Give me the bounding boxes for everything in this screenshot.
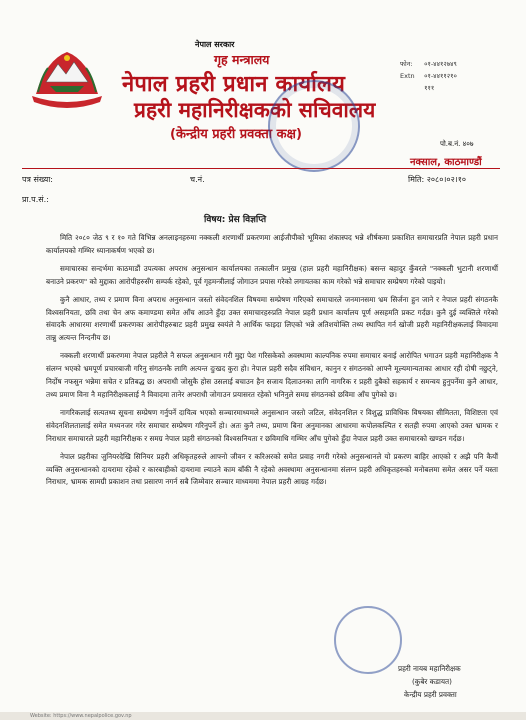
signature-seal-stamp <box>334 606 402 674</box>
office-seal-stamp <box>268 80 360 172</box>
office-name-line2: प्रहरी महानिरीक्षकको सचिवालय <box>134 98 376 122</box>
phone-row <box>400 58 457 70</box>
extn-row-2 <box>400 82 457 94</box>
letter-body <box>46 232 498 494</box>
letter-number-label: पत्र संख्या: <box>22 175 53 184</box>
extn-label: Extn <box>400 72 415 80</box>
ministry-name: गृह मन्त्रालय <box>214 52 270 67</box>
chalani-number-label: च.नं. <box>190 175 205 184</box>
letter-subject: विषय: प्रेस विज्ञप्ति <box>204 215 267 225</box>
body-paragraph: कुनै आधार, तथ्य र प्रमाण विना अपराध अनुसन्धान जस्तो संवेदनशिल विषयमा सम्प्रेषण गरिएको समाचारले जनमानसमा भ्रम सिर्जना हुन जाने र नेपाल प्रहरी संगठनकै विश्वसनियता, छवि तथा चेन अफ कमाण्डमा समेत आँच आउने हुँदा उक्त समाचारहरुप्रति नेपाल प्रहरी प्रधान कार्यालय पूर्ण असहमति प्रकट गर्दछ। कुनै दुई व्यक्तिले गरेको संवादकै आधारमा शरणार्थी प्रकरणका आरोपीहरुबाट प्रहरी प्रमुख स्वयंले नै आर्थिक फाइदा लिएको भन्ने अतिशयोक्ति तथ्य स्थापित गर्न खोजी प्रहरी महानिरीक्षकलाई विवादमा तान्नु अत्यन्त निन्दनीय छ। <box>46 294 498 343</box>
contact-block <box>400 58 457 94</box>
signatory-title: केन्द्रीय प्रहरी प्रवक्ता <box>404 690 457 699</box>
signatory-rank: प्रहरी नायब महानिरीक्षक <box>398 664 461 673</box>
body-paragraph: समाचारका सन्दर्भमा काठमाडौं उपत्यका अपराध अनुसन्धान कार्यालयका तत्कालीन प्रमुख (हाल प्रहरी महानिरीक्षक) बसन्त बहादुर कुँवरले "नक्कली भुटानी शरणार्थी बनाउने प्रकरण" को मुद्दाका आरोपीहरुसँग सम्पर्क रहेको, पूर्व गृहमन्त्रीलाई जोगाउन प्रयास गरेको लगायतका काम गरेको भन्ने समाचार सम्प्रेषण गरेको पाइयो। <box>46 263 498 286</box>
extn-value-2: १११ <box>424 84 435 92</box>
unit-name: (केन्द्रीय प्रहरी प्रवक्ता कक्ष) <box>170 127 302 142</box>
government-name: नेपाल सरकार <box>195 40 235 49</box>
extn-row <box>400 70 457 82</box>
date-label: मिति: <box>408 175 425 184</box>
extn-value-1: ०१-४४११२१० <box>424 72 457 80</box>
body-paragraph: नेपाल प्रहरीका जुनियरदेखि सिनियर प्रहरी अधिकृतहरुले आफ्नो जीवन र करिअरको समेत प्रवाह नगरी गरेको अनुसन्धानले यो प्रकरण बाहिर आएको र अझै पनि कैयौं व्यक्ति अनुसन्धानको दायरामा रहेको र कारबाहीको दायरामा ल्याउने काम बाँकी नै रहेको अवस्थामा अनुसन्धानमा संलग्न प्रहरी अधिकृतहरुको मनोबलमा समेत असर पर्ने यस्ता निराधार, भ्रामक सामग्री प्रकाशन तथा प्रसारण नगर्न सबै जिम्मेवार सञ्चार माध्यममा नेपाल प्रहरी आग्रह गर्दछ। <box>46 451 498 487</box>
signatory-name: (कुबेर कडायत) <box>412 677 452 686</box>
file-number-label: प्रा.प.सं.: <box>22 195 49 204</box>
page-footer: Website: https://www.nepalpolice.gov.np <box>0 712 526 720</box>
po-box: पो.ब.नं. ४०७ <box>440 140 474 148</box>
date-field <box>408 174 466 185</box>
phone-label: फोन: <box>400 60 413 68</box>
date-value: २०८०।०२।१० <box>426 175 467 184</box>
body-paragraph: मिति २०८० जेठ ९ र १० गते विभिन्न अनलाइनहरुमा नक्कली शरणार्थी प्रकरणमा आईजीपीको भूमिका शंकास्पद भन्ने शीर्षकमा प्रकाशित समाचारप्रति नेपाल प्रहरी प्रधान कार्यालयको गम्भिर ध्यानाकर्षण भएको छ। <box>46 233 498 255</box>
header-divider <box>22 168 500 169</box>
body-paragraph: नागरिकलाई सत्यतथ्य सूचना सम्प्रेषण गर्नुपर्ने दायित्व भएको सञ्चारमाध्यमले अनुसन्धान जस्तो जटिल, संवेदनशिल र विशुद्ध प्राविधिक विषयका सीमितता, विशिष्टता एवं संवेदनशिलतालाई समेत मध्यनजर गरेर समाचार सम्प्रेषण गरिनुपर्ने हो। अतः कुनै तथ्य, प्रमाण बिना अनुमानका आधारमा कपोलकल्पित र सतही रुपमा आएको उक्त भ्रामक र निराधार समाचारले प्रहरी महानिरीक्षक र समग्र नेपाल प्रहरी संगठनको विश्वसनियता र छविमाथि गम्भिर आँच पुगेको हुँदा नेपाल प्रहरी उक्त समाचारको खण्डन गर्दछ। <box>46 407 498 443</box>
nepal-emblem-logo <box>28 42 106 114</box>
office-location: नक्साल, काठमाण्डौं <box>410 157 482 168</box>
office-name-line1: नेपाल प्रहरी प्रधान कार्यालय <box>122 72 346 97</box>
body-paragraph: नक्कली शरणार्थी प्रकरणमा नेपाल प्रहरीले नै सफल अनुसन्धान गरी मुद्दा पेश गरिसकेको अवस्थामा काल्पनिक रुपमा समाचार बनाई आरोपित भगाउन प्रहरी महानिरीक्षक नै संलग्न भएको भ्रमपूर्ण प्रचारबाजी गरिनु संगठनकै लागि अत्यन्त दुःखद कुरा हो। नेपाल प्रहरी सदैव संविधान, कानुन र संगठनको आफ्नै मूल्यमान्यताका आधार रही दोषी नछुट्ने, निर्दोष नफसुन भन्नेमा सचेत र प्रतिबद्ध छ। अपराधी जोसुकै होस उसलाई बचाउन हैन सजाय दिलाउनका लागि नागरिक र प्रहरी दुबैको सहकार्य र समन्वय हुनुपर्नेमा कुनै आधार, तथ्य प्रमाण विना नै महानिरीक्षकलाई नै विवादमा तानेर अपराधी जोगाउन प्रयासरत रहेको भनिनुले समग्र संगठनको छविमा आँच पुगेको छ। <box>46 351 498 399</box>
phone-value: ०१-४४१२७४९ <box>424 60 457 68</box>
